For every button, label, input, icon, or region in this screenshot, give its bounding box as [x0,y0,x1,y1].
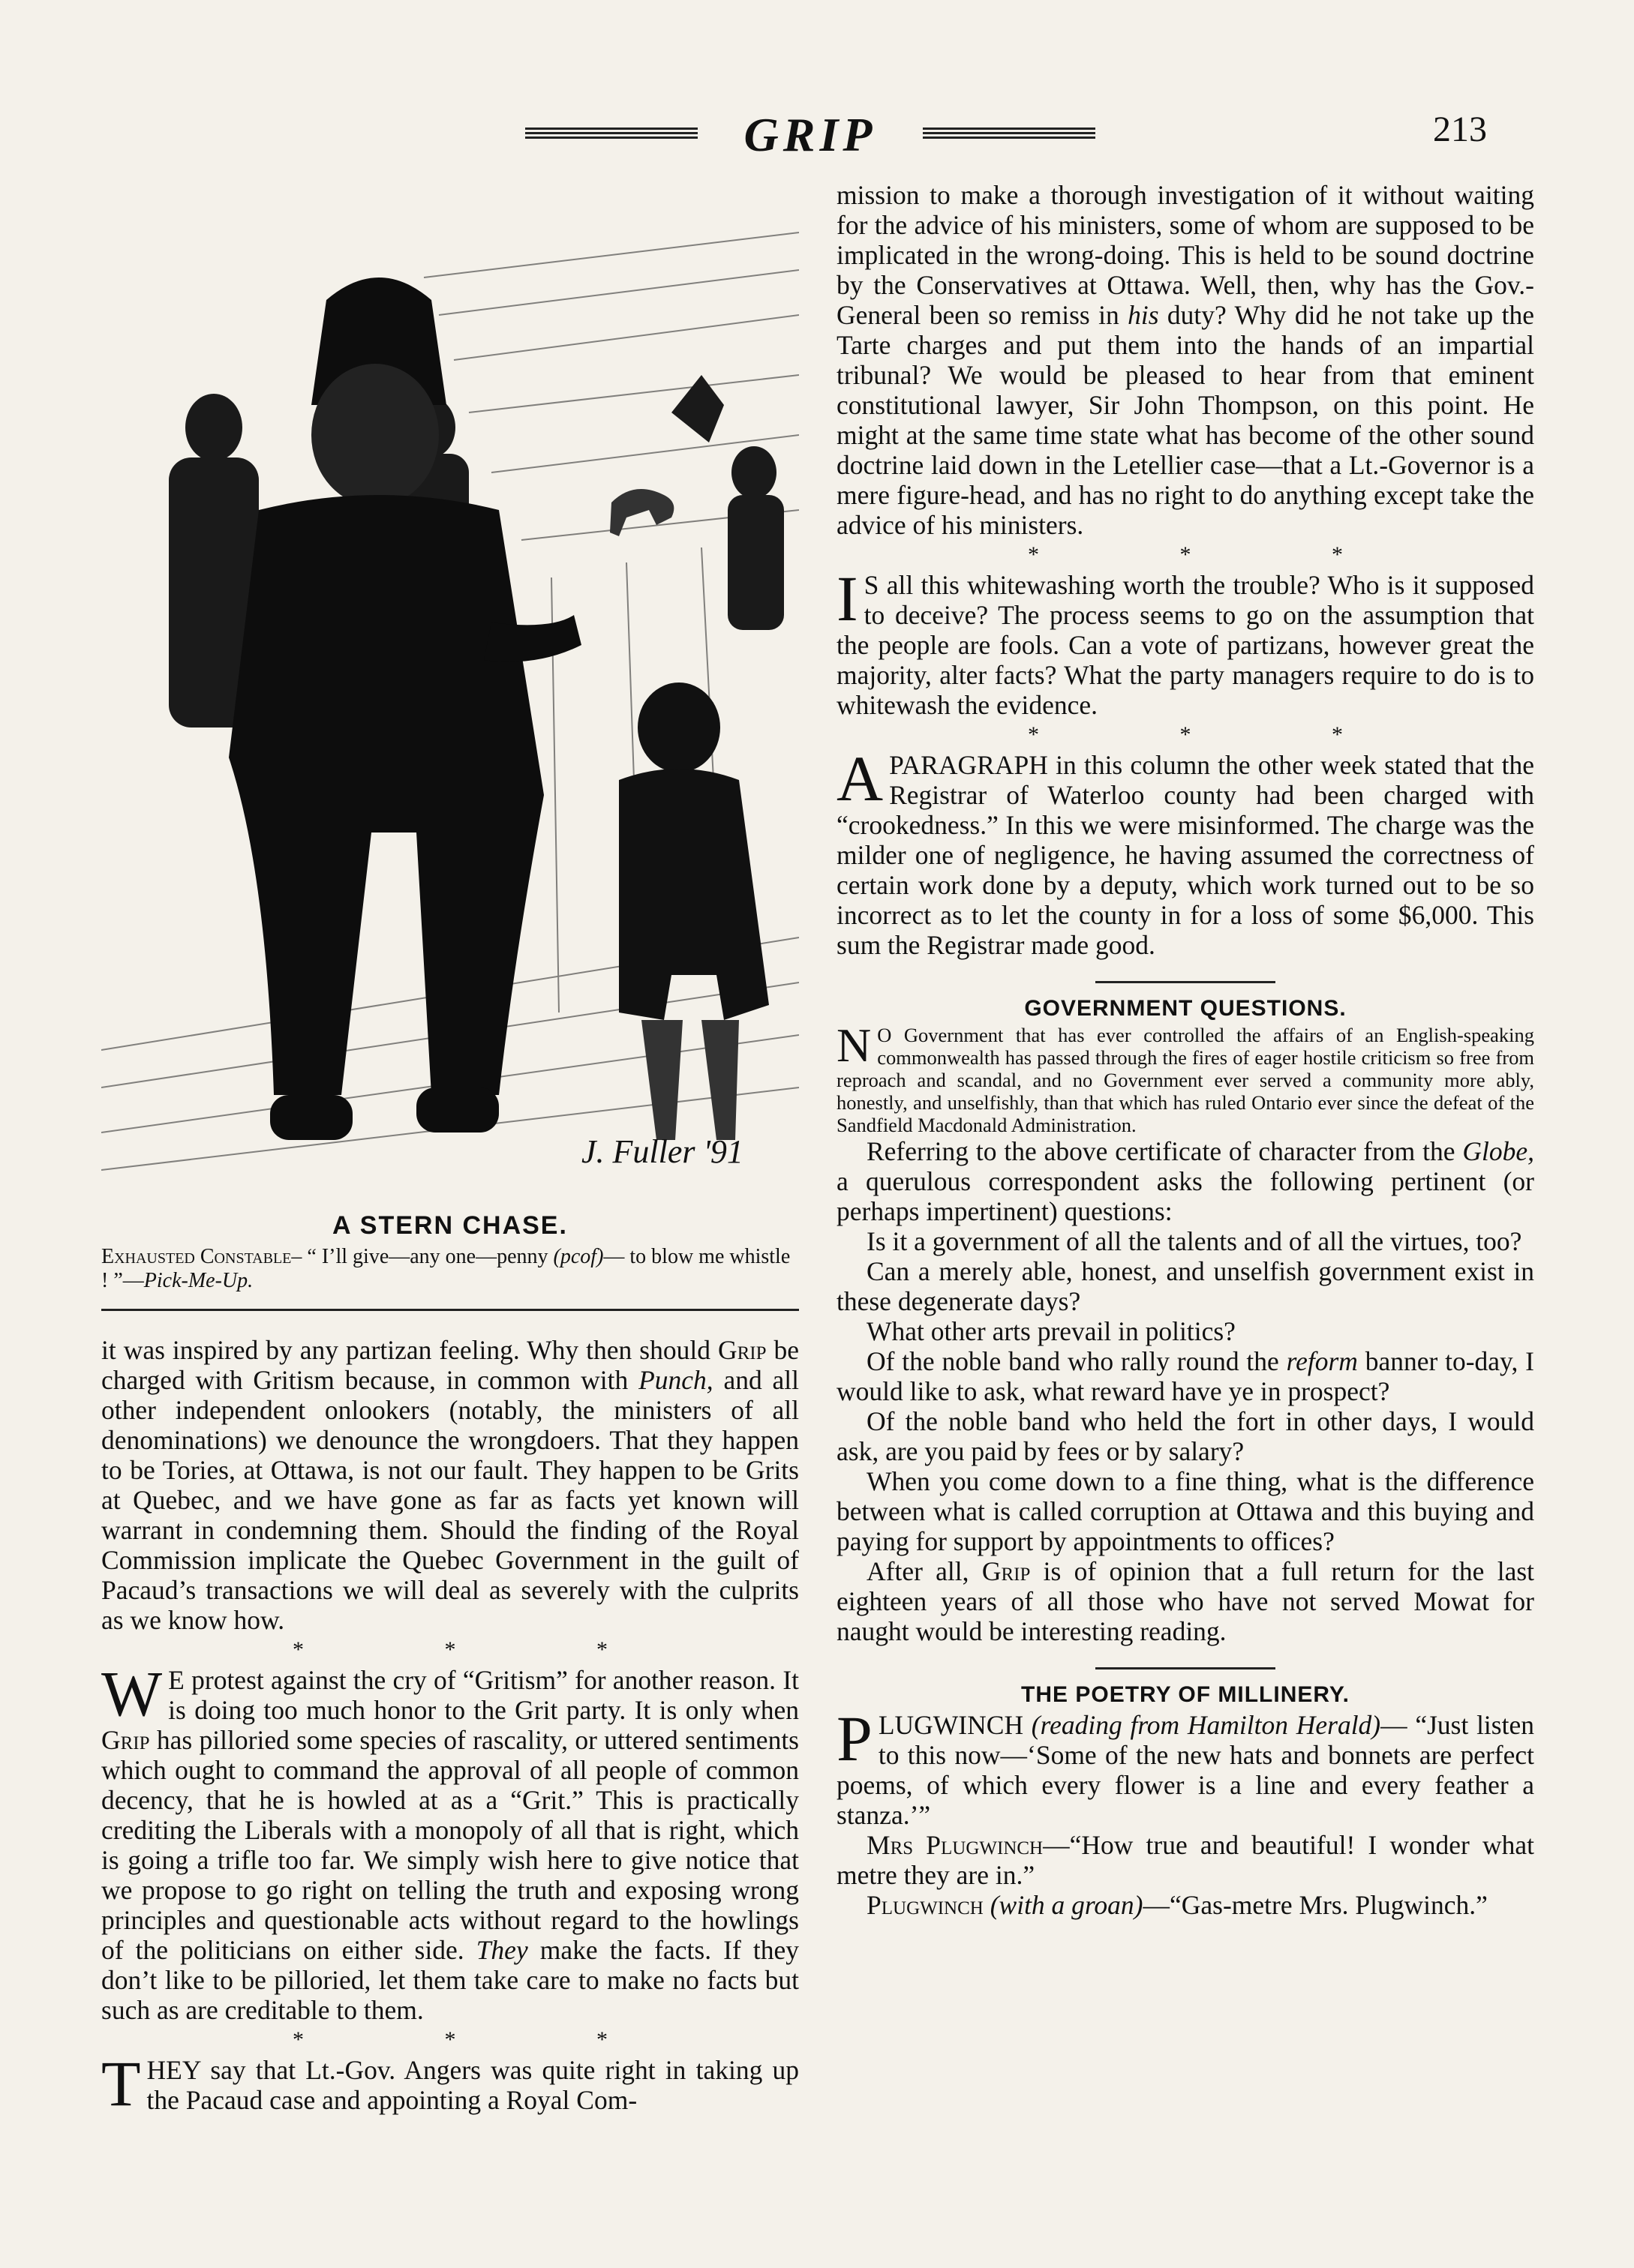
caption-rule [101,1309,799,1311]
left-column [101,1335,799,2120]
text-italic: They [476,1935,528,1965]
masthead-title: GRIP [743,108,877,161]
text-span: S all this whitewashing worth the trouble? Who is it supposed to deceive? The process seems to go on the assumption that the people are fools. Can a vote of partizans, however great the majority, alter facts? What the party managers require to do is to whitewash the evidence. [837,570,1534,720]
caption-speaker: Exhausted Constable– [101,1245,302,1268]
drop-cap: P [837,1702,873,1774]
text-span: —“Gas-metre Mrs. Plugwinch.” [1143,1890,1488,1920]
government-question-1: Is it a government of all the talents and of all the virtues, too? [867,1226,1522,1256]
caption-title: A STERN CHASE. [332,1211,568,1240]
text-italic: (with a groan) [990,1890,1143,1920]
page-number: 213 [1433,110,1487,149]
caption-source: Pick-Me-Up. [143,1269,254,1292]
text-span: a querulous correspondent asks the following pertinent (or perhaps impertinent) questions: [837,1166,1534,1226]
text-span: LUGWINCH [878,1710,1032,1740]
drop-cap: N [837,1018,872,1072]
text-italic: (reading from Hamilton Herald) [1031,1710,1381,1740]
drop-cap: T [101,2048,141,2120]
punch-name: Punch, [638,1365,713,1395]
section-stars: * * * [1028,722,1410,747]
text-span: E protest against the cry of “Gritism” for another reason. It is doing too much honor to the Grit party. It is only when [168,1665,799,1725]
section-stars: * * * [1028,542,1410,567]
masthead-rule-right [923,128,1095,141]
text-span: —“How true and beautiful! I wonder what metre they are in.” [837,1830,1534,1890]
stern-chase-illustration [101,188,799,1185]
right-paragraph-3 [837,742,1534,960]
millinery-paragraph-2 [837,1830,1534,1890]
government-question-6: When you come down to a fine thing, what is the difference between what is called corruption at Ottawa and this buying and paying for support by appointments to offices? [837,1466,1534,1556]
caption-text [101,1245,799,1293]
speaker-name: Plugwinch [867,1890,984,1920]
right-column [837,180,1534,1920]
text-span: is of opinion that a full return for the last eighteen years of all those who have not served Mowat for naught would be interesting reading. [837,1556,1534,1646]
speaker-name: Mrs Plugwinch [867,1830,1044,1860]
text-span: PARAGRAPH in this column the other week stated that the Registrar of Waterloo county had been charged with “crookedness.” In this we were misinformed. The charge was the milder one of negligence, he having assumed the correctness of certain work done by a deputy, which work turned out to be so incorrect as to let the county in for a loss of some $6,000. This sum the Registrar made good. [837,750,1534,960]
government-questions-heading: GOVERNMENT QUESTIONS. [1024,996,1347,1021]
government-question-2: Can a merely able, honest, and unselfish government exist in these degenerate days? [837,1256,1534,1316]
text-span: HEY say that Lt.-Gov. Angers was quite right in taking up the Pacaud case and appointing a Royal Com- [146,2055,799,2115]
left-paragraph-3 [101,2048,799,2120]
text-span: be charged with Gritism because, in common with [101,1335,799,1395]
text-italic: his [1128,300,1159,330]
text-span: banner to-day, I would like to ask, what reward have ye in prospect? [837,1346,1535,1406]
government-question-7 [837,1556,1534,1646]
text-span: Referring to the above certificate of character from the [867,1136,1463,1166]
grip-name: Grip [717,1335,767,1365]
text-span: — “Just listen to this now—‘Some of the new hats and bonnets are perfect poems, of which every flower is a line and every feather a stanza.’” [837,1710,1534,1830]
text-span: and all other independent onlookers (notably, the ministers of all denominations) we denounce the wrongdoers. That they happen to be Tories, at Ottawa, is not our fault. They happen to be Grits at Quebec, and we have gone as far as facts yet known will warrant in condemning them. Should the finding of the Royal Commission implicate the Quebec Government in the guilt of Pacaud’s transactions we will deal as severely with the culprits as we know how. [101,1365,799,1635]
masthead [525,105,1095,165]
text-span: has pilloried some species of rascality, or uttered sentiments which ought to command the approval of all people of common decency, that he is howled at as a “Grit.” This is practically crediting the Liberals with a monopoly of all that is right, which is going a trifle too far. We simply wish here to give notice that we propose to go right on telling the truth and exposing wrong principles and questionable acts without regard to the howlings of the politicians on either side. [101,1725,799,1965]
caption-pant: (pcof) [553,1245,604,1268]
government-question-5: Of the noble band who held the fort in other days, I would ask, are you paid by fees or by salary? [837,1406,1534,1466]
grip-name: Grip [101,1725,150,1755]
section-stars: * * * [293,1637,675,1662]
right-paragraph-1 [837,180,1534,540]
text-span: Of the noble band who rally round the [867,1346,1287,1376]
millinery-paragraph-3 [837,1890,1534,1920]
caption-quote-end: — to blow me whistle ! ”— [101,1245,791,1292]
millinery-heading: THE POETRY OF MILLINERY. [1021,1682,1350,1707]
government-question-4 [837,1346,1534,1406]
right-paragraph-2 [837,562,1534,720]
text-span: duty? Why did he not take up the Tarte charges and put them into the hands of an impartial tribunal? We would be pleased to hear from that eminent constitutional lawyer, Sir John Thompson, on this point. He might at the same time state what has become of the other sound doctrine laid down in the Letellier case—that a Lt.-Governor is a mere figure-head, and has no right to do anything except take the advice of his ministers. [837,300,1534,540]
drop-cap: W [101,1658,163,1730]
left-paragraph-2 [101,1658,799,2025]
globe-name: Globe, [1462,1136,1534,1166]
government-paragraph-1 [837,1136,1534,1226]
caption-quote: “ I’ll give—any one—penny [307,1245,554,1268]
text-italic: reform [1286,1346,1358,1376]
government-quote [837,1018,1534,1136]
drop-cap: A [837,742,884,814]
government-question-3: What other arts prevail in politics? [867,1316,1236,1346]
text-span: it was inspired by any partizan feeling. Why then should [101,1335,718,1365]
text-span: O Government that has ever controlled the affairs of an English-speaking commonwealth has passed through the fires of eager hostile criticism so free from reproach and scandal, and no Government ever served a community more ably, honestly, and unselfishly, than that which has ruled Ontario ever since the defeat of the Sandfield Macdonald Administration. [837,1024,1534,1136]
masthead-rule-left [525,128,698,141]
text-span: After all, [867,1556,982,1586]
grip-name: Grip [981,1556,1031,1586]
drop-cap: I [837,562,858,634]
text-span: mission to make a thorough investigation of it without waiting for the advice of his ministers, some of whom are supposed to be implicated in the wrong-doing. This is held to be sound doctrine by the Conservatives at Ottawa. Well, then, why has the Gov.-General been so remiss in [837,180,1534,330]
section-stars: * * * [293,2027,675,2052]
illustration-signature: J. Fuller '91 [581,1133,743,1170]
left-paragraph-1 [101,1335,799,1635]
text-span: make the facts. If they don’t like to be pilloried, let them take care to make no facts but such as are creditable to them. [101,1935,799,2025]
millinery-paragraph-1 [837,1702,1534,1830]
